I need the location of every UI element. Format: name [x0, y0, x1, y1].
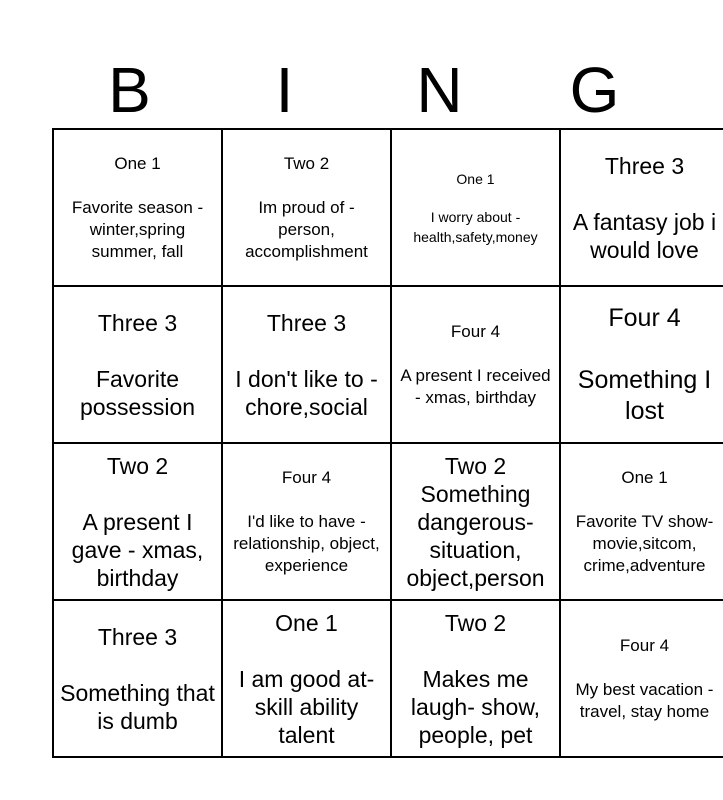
cell-number: Two 2	[106, 452, 169, 479]
cell-prompt: Im proud of - person, accomplishment	[245, 197, 368, 261]
cell-number: One 1	[456, 170, 495, 187]
cell-prompt: Something I lost	[577, 365, 712, 425]
bingo-card	[52, 128, 723, 758]
bingo-cell[interactable]	[560, 129, 723, 286]
cell-prompt: Makes me laugh- show, people, pet	[410, 665, 541, 748]
cell-prompt: Favorite possession	[79, 365, 196, 420]
cell-number: Four 4	[281, 467, 332, 487]
cell-number: Three 3	[97, 309, 178, 336]
cell-prompt: I'd like to have - relationship, object, experience	[233, 511, 380, 575]
cell-number: Two 2	[444, 452, 507, 479]
cell-prompt: A present I gave - xmas, birthday	[71, 508, 204, 591]
bingo-cell[interactable]	[560, 286, 723, 443]
bingo-cell[interactable]	[560, 443, 723, 600]
cell-number: Three 3	[97, 623, 178, 650]
cell-number: Two 2	[283, 153, 330, 173]
header-letter-n: N	[416, 54, 463, 126]
cell-number: Four 4	[619, 635, 670, 655]
cell-prompt: My best vacation - travel, stay home	[575, 679, 714, 721]
cell-number: Four 4	[450, 321, 501, 341]
cell-number: One 1	[621, 467, 668, 487]
bingo-cell[interactable]	[391, 600, 560, 757]
cell-number: Four 4	[608, 303, 681, 332]
cell-number: Three 3	[266, 309, 347, 336]
bingo-cell[interactable]	[391, 443, 560, 600]
bingo-cell[interactable]	[560, 600, 723, 757]
cell-number: One 1	[114, 153, 161, 173]
cell-prompt: Favorite season - winter,spring summer, fall	[71, 197, 204, 261]
cell-number: Three 3	[604, 152, 685, 179]
bingo-cell[interactable]	[222, 286, 391, 443]
cell-prompt: A present I received - xmas, birthday	[400, 365, 551, 407]
bingo-cell[interactable]	[53, 600, 222, 757]
bingo-cell[interactable]	[53, 129, 222, 286]
bingo-cell[interactable]	[391, 129, 560, 286]
bingo-cell[interactable]	[222, 129, 391, 286]
cell-number: Two 2	[444, 609, 507, 636]
bingo-cell[interactable]	[222, 600, 391, 757]
cell-prompt: I worry about - health,safety,money	[413, 208, 538, 245]
header-letter-g: G	[569, 54, 620, 126]
cell-prompt: Something that is dumb	[60, 679, 215, 734]
bingo-header	[52, 52, 672, 128]
bingo-cell[interactable]	[53, 286, 222, 443]
bingo-cell[interactable]	[391, 286, 560, 443]
cell-prompt: Something dangerous- situation, object,person	[406, 480, 545, 591]
cell-number: One 1	[275, 609, 338, 636]
header-letter-i: I	[275, 54, 294, 126]
cell-prompt: A fantasy job i would love	[572, 208, 717, 263]
cell-prompt: I am good at-skill ability talent	[238, 665, 375, 748]
header-letter-b: B	[108, 54, 151, 126]
cell-prompt: I don't like to - chore,social	[235, 365, 378, 420]
bingo-cell[interactable]	[222, 443, 391, 600]
cell-prompt: Favorite TV show- movie,sitcom, crime,adventure	[575, 511, 714, 575]
bingo-cell[interactable]	[53, 443, 222, 600]
